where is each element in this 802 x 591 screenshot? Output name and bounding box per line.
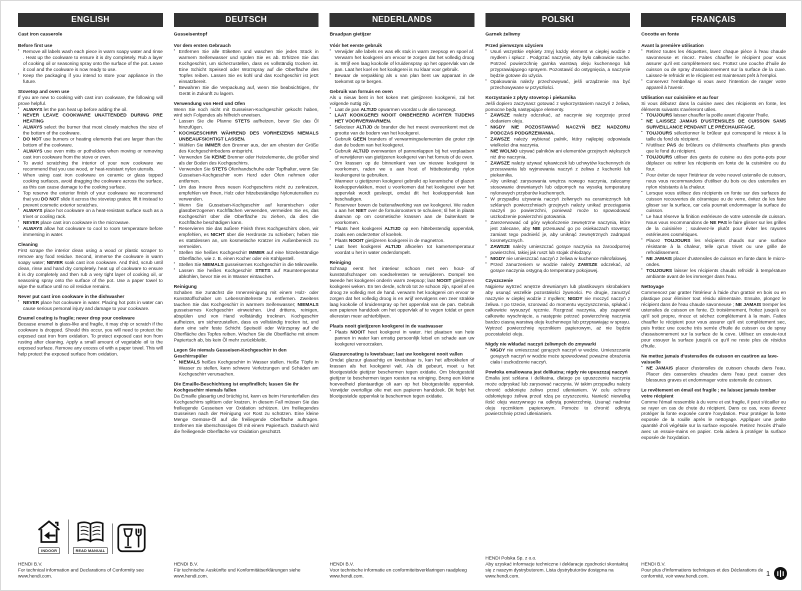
bullet-item: ▪ Entfernen Sie alle Etiketten und waschen Sie jedes Stück in warmem Seifenwasser und spülen Sie es ab. Erhitzen Sie das Kochgeschirr, um sicherzustellen, dass es vollständig trocken ist. Eine Schicht Speiseöl oder Würzspray auf die Oberfläche des Topfes reiben. Lassen Sie es kühl und das Kochgeschirr ist jetzt einsatzbereit. <box>174 49 319 85</box>
section-heading: Nigdy nie wkładać naczyń żeliwnych do zmywarki <box>485 341 597 347</box>
section-heading: Never put cast iron cookware in the dishwasher <box>18 293 125 299</box>
section-heading: Gebruik van fornuis en oven <box>329 88 393 94</box>
footer-line: Pour plus d'informations techniques et des Déclarations de conformité, voir www.hendi.com. <box>641 567 764 579</box>
footer-line: HENDI B.V. <box>173 561 199 567</box>
bullet-list <box>641 49 786 91</box>
bullet-item: ▪ Lorsque vous utilisez des récipients en fonte sur des surfaces de cuisson recouvertes de céramique ou de verre, évitez de les faire glisser sur la surface, car cela pourrait endommager la surface de cuisson. <box>641 190 786 214</box>
section-intro: Si vous débutez dans la cuisine avec des récipients en fonte, les éléments suivants s'avéreront utiles. <box>641 100 786 112</box>
food-safe-icon <box>112 524 151 554</box>
manual-content <box>18 13 786 579</box>
bullet-item: ▪ NE JAMAIS placer d'ustensiles de cuisson chauds dans l'eau. Placer des casseroles chaudes dans l'eau peut causer des blessures graves et endommager votre ustensile de cuisson. <box>641 365 786 383</box>
bullet-list <box>174 359 319 377</box>
section <box>18 242 163 290</box>
section <box>174 43 319 97</box>
indoor-icon-glyph <box>35 518 64 545</box>
language-columns <box>18 13 786 579</box>
section-body: Najpierw wytrzeć wnętrze drewnianym lub plastikowym skrobakiem aby usunąć wszelkie pozostałości żywności. Po drugie, zanurzyć naczynie w ciepłej wodzie z mydłem; NIGDY nie moczyć naczyń z żeliwa. I po trzecie, szorować do momentu wyczyszczenia, spłukać i całkowicie wysuszyć ręcznie. Rozgrzać naczynia, aby zapewnić całkowite wyschnięcie, a następnie potrzeć powierzchnię naczynia bardzo ciasną warstwą oleju kuchennego lub przyprawiając w sprayu. Wytrzeć powierzchnię ręcznikiem papierowym, aż nie będzie pozostałości oleju. <box>485 283 631 337</box>
spacer <box>330 403 475 561</box>
section-heading: Przed pierwszym użyciem <box>485 42 544 49</box>
bullet-item: ▪ ZAWSZE należy umieszczać gorące naczynia na żaroodpornej powierzchni, takiej jak ruszt lub stojak chłodzący. <box>485 244 630 256</box>
bullet-item: ▪ LAAT KOOKGEREI NOOIT ONBEHEERD ACHTER TIJDENS HET VOORVERWARMEN. <box>330 112 475 124</box>
section <box>174 381 319 435</box>
section-body: Omdat glazuur glasachtig en kwetsbaar is, kan het afbrokkelen of krassen als het kookgerei valt. Als dit gebeurt, moet u het blootgestelde gietijzer beschermen tegen oxidatie. Om blootgesteld gietijzer te beschermen tegen roesten na reiniging. Breng een kleine hoeveelheid plantaardige oli aan op het blootgestelde oppervlak. Verwijder overtollige olie met een papieren handdoek. Dit helpt het blootgestelde oppervlak te beschermen tegen oxidatie. <box>329 357 475 399</box>
section-heading: Avant la première utilisation <box>641 42 704 49</box>
column-francais <box>641 13 786 579</box>
bullet-item: ▪ W przypadku używania naczyń żeliwnych na ceramicznych lub szklanych powierzchniach grzejnych należy unikać przeciągania naczyń po powierzchni, ponieważ może to spowodować uszkodzenie powierzchni gotowania. <box>485 196 630 220</box>
bullet-list <box>641 365 786 383</box>
bullet-item: ▪ Lassen Sie die Pfanne STETS aufheizen, bevor Sie das Öl hinzufügen. <box>174 118 319 130</box>
bullet-item: ▪ Gebruik ALTIJD ovenwanten of pannenlappen bij het verplaatsen of verwijderen van gietijzeren kookgerei van het fornuis of de oven. <box>330 148 475 160</box>
section-body: Da Emaille glasartig und brüchig ist, kann es beim Herunterfallen des Kochgeschirrs splittern oder kratzen. In diesem Fall müssen Sie das freiliegende Gusseisen vor Oxidation schützen. Um freiliegendes Gusseisen nach der Reinigung vor Rost zu schützen. Eine kleine Menge Gemüse-Öl auf die freiliegende Oberfläche auftragen. Entfernen Sie überschüssiges Öl mit einem Papiertuch. Dadurch wird die freiliegende Oberfläche vor Oxidation geschützt. <box>173 392 319 435</box>
section-heading: Vóór het eerste gebruik <box>329 42 382 49</box>
section <box>485 369 630 417</box>
footer-line: HENDI B.V. <box>18 561 43 567</box>
bullet-item: ▪ Przed zanurzeniem w wodzie należy ZAWSZE odczekać, aż gorące naczynia ostygną do temperatury pokojowej. <box>485 261 630 273</box>
bullet-item: ▪ Keep the packaging if you intend to store your appliance in the future. <box>18 72 163 84</box>
section <box>641 387 786 441</box>
bullet-item: ▪ TOUJOURS sélectionner le brûleur qui correspond le mieux à la taille du fond du récipient. <box>641 130 786 142</box>
spacer <box>174 439 319 562</box>
section-body: First scrape the interior clean using a wood or plastic scraper to remove any food residue. Second, immerse the cookware in warm soapy water; NEVER soak cast iron cookware. And third, scrub until clean, rinse and hand dry completely. heat up of cookware to ensure it is dry completely and then rub a very tight layer of cooking oil, or seasoning spray onto the surface of the pot. Use a paper towel to wipe the surface until no oil residue remains. <box>18 247 163 289</box>
bullet-item: ▪ Om krassen op de binnenkant van uw nieuwe kookgerei te voorkomen, raden we u aan hout of hittebestendig nylon keukengerei te gebruiken. <box>330 160 475 178</box>
bullet-item: ▪ ZAWSZE należy wybierać palnik, który najlepiej odpowiada wielkości dna naczynia. <box>485 136 630 148</box>
footer-line: HENDI B.V. <box>641 561 666 567</box>
spacer <box>18 361 163 513</box>
bullet-item: ▪ Bewaar de verpakking als u van plan bent uw apparaat in de toekomst op te bergen. <box>330 72 475 84</box>
bullet-item: ▪ NIE WOLNO używać palników ani elementów grzejnych większych niż dno naczynia. <box>485 148 630 160</box>
section-heading: Verwendung von Herd und Ofen <box>173 100 246 106</box>
language-header: POLSKI <box>485 13 630 27</box>
product-name: Cocotte en fonte <box>641 31 680 37</box>
language-header: ENGLISH <box>18 13 163 27</box>
column-polski <box>485 13 630 579</box>
icon-label: READ MANUAL <box>73 547 108 554</box>
section <box>18 315 163 357</box>
language-header: FRANÇAIS <box>641 13 786 27</box>
bullet-item: ▪ Plaats heet kookgerei ALTIJD op een hittebestendig oppervlak, zoals een onderzetter of koelrek. <box>330 226 475 238</box>
bullet-item: ▪ Selecteer ALTIJD de brander die het meest overeenkomt met de grootte van de bodem van het kookgerei. <box>330 124 475 136</box>
column-nederlands <box>330 13 475 579</box>
hendi-logo-icon <box>774 567 787 582</box>
bullet-item: ▪ ALWAYS allow hot cookware to cool to room temperature before immersing in water. <box>18 226 163 238</box>
section-heading: Ne mettez jamais d'ustensiles de cuisson en castiron au lave-vaisselle <box>641 353 779 365</box>
section-heading: Vor dem ersten Gebrauch <box>173 42 231 49</box>
column-footer <box>18 561 163 579</box>
bullet-item: ▪ Pour éviter de rayer l'intérieur de votre nouvel ustensile de cuisson, nous vous recommandons d'utiliser du bois ou des ustensiles en nylon résistants à la chaleur. <box>641 172 786 190</box>
bullet-item: ▪ Plaats NOOIT gietijzeren kookgerei in de magnetron. <box>330 238 475 244</box>
bullet-item: ▪ Um das Innere Ihres neuen Kochgeschirrs nicht zu zerkratzen, empfehlen wir Ihnen, Holz oder hitzebeständige Nylonutensilien zu verwenden. <box>174 184 319 202</box>
bullet-item: ▪ Verwijder alle labels en was elk stuk in warm zeepsop en spoel af. Verwarm het kookgerei om ervoor te zorgen dat het volledig droog is. Wrijf een laag kookolie of kruidenspray op het oppervlak van de pan. Laat het koel en het kookgerei is nu klaar voor gebruik. <box>330 49 475 73</box>
bullet-item: ▪ Top reserve the exterior finish of your cookware we recommend that you DO NOT slide it across the stovetop grates; lift it instead to prevent cosmetic exterior scratches. <box>18 190 163 208</box>
bullet-item: ▪ NIGDY nie umieszczać gorących naczyń w wodzie. Umieszczanie gorących naczyń w wodzie może spowodować poważne obrażenia ciała i uszkodzenie naczyń. <box>485 347 630 365</box>
section-intro: Wenn Sie noch nicht mit Gusseisen-Kochgeschirr gekocht haben, wird sich Folgendes als hilfreich erweisen. <box>173 106 319 118</box>
bullet-item: ▪ Placez TOUJOURS les récipients chauds sur une surface résistante à la chaleur, telle qu'un trivet ou une grille de refroidissement. <box>641 238 786 256</box>
footer-line: HENDI B.V. <box>329 561 354 567</box>
page-corner <box>766 567 787 582</box>
section-intro: If you are new to cooking with cast iron cookware, the following will prove helpful. <box>18 94 163 106</box>
product-name: Gusseisentopf <box>173 31 208 37</box>
bullet-item: ▪ TOUJOURS laisser chauffer la poêle avant d'ajouter l'huile. <box>641 112 786 118</box>
bullet-list <box>18 106 163 237</box>
bullet-item: ▪ ALWAYS select the burner that most closely matches the size of the bottom of the cookware. <box>18 124 163 136</box>
footer-line: Voor technische informatie en conformiteitsverklaringen raadpleeg www.hendi.com. <box>329 567 467 579</box>
bullet-item: ▪ Stellen Sie NIEMALS gusseisernes Kochgeschirr in die Mikrowelle. <box>174 261 319 267</box>
bullet-list <box>641 112 786 279</box>
section-heading: Glazuurcoating is kwetsbaar; laat uw kookgerei nooit vallen <box>329 351 463 357</box>
bullet-list <box>330 49 475 85</box>
bullet-item: ▪ Le haut réserve la finition extérieure de votre ustensile de cuisson. Nous vous recommandons de NE PAS le faire glisser sur les grilles de la cuisinière ; soulevez-le plutôt pour éviter les rayures extérieures cosmétiques. <box>641 214 786 238</box>
bullet-list <box>174 118 319 279</box>
bullet-item: ▪ TOUJOURS laisser les récipients chauds refroidir à température ambiante avant de les immerger dans l'eau. <box>641 267 786 279</box>
section-heading: Before first use <box>18 42 53 49</box>
section <box>18 88 163 237</box>
bullet-item: ▪ When using cast iron cookware on ceramic or glass topped cooking surfaces, avoid dragging the cookware across the surface, as this can cause damage to the cooking surface. <box>18 172 163 190</box>
language-header: NEDERLANDS <box>330 13 475 27</box>
bullet-item: ▪ Wenn Sie Gusseisen-Kochgeschirr auf keramischen oder glasüberzogenen Kochflächen verwenden, vermeiden Sie es, das Kochgeschirr über die Oberfläche zu ziehen, da dies die Kochfläche beschädigen kann. <box>174 202 319 226</box>
column-footer <box>485 555 630 579</box>
product-name: Garnek żeliwny <box>485 31 521 37</box>
section-intro: Jeśli dopiero zaczynasz gotować z wykorzystaniem naczyń z żeliwa, pomocne będą następujące elementy. <box>485 100 631 112</box>
bullet-item: ▪ ZAWSZE należy używać rękawiczek lub uchwytów kuchennych do przesuwania lub wyjmowania naczyń z żeliwa z kuchenki lub piekarnika. <box>485 160 630 178</box>
bullet-item: ▪ ALWAYS place hot cookware on a heat-resistant surface such as a trivet or cooling rack. <box>18 208 163 220</box>
section-heading: Czyszczenie <box>485 277 514 283</box>
bullet-item: ▪ Wanneer u gietijzeren kookgerei gebruikt op keramische of glazen kookoppervlakken, moet u voorkomen dat het kookgerei over het oppervlak wordt gesleept, omdat dit het kookoppervlak kan beschadigen. <box>330 178 475 202</box>
language-header: DEUTSCH <box>174 13 319 27</box>
footer-line: For technical information and Declarations of Conformity see www.hendi.com. <box>18 567 144 579</box>
section-heading: Nettoyage <box>641 283 664 289</box>
bullet-item: ▪ Stellen Sie heißes Kochgeschirr IMMER auf eine hitzebeständige Oberfläche, wie z. B. einen Kocher oder ein Kühlgestell. <box>174 250 319 262</box>
section <box>330 43 475 85</box>
section <box>330 259 475 319</box>
bullet-item: ▪ TOUJOURS utiliser des gants de cuisine ou des porte-pots pour déplacer ou retirer les récipients en fonte de la cuisinière ou du four. <box>641 154 786 172</box>
section-body: Schraap eerst het interieur schoon met een hout- of kunststofschraper om voedselresten te verwijderen. Dompel ten tweede het kookgerei onderin warm zeepsop; laat NOOIT gietijzeren kookgerei weken. En ten derde, schrob tot ze schoon zijn, spoel af en droog ze volledig met de hand. verwarm het kookgerei om ervoor te zorgen dat het volledig droog is en wrijf vervolgens een zeer strakke laag kookolie of kruidenspray op het oppervlak van de pan. Gebruik een papieren handdoek om het oppervlak af te vegen totdat er geen olieresten meer achterblijven. <box>329 265 475 319</box>
section-body: Commencez par gratter l'intérieur à l'aide d'un grattoir en bois ou en plastique pour éliminer tout résidu alimentaire. Ensuite, plongez le récipient dans de l'eau chaude savonneuse ; NE JAMAIS tremper les ustensiles de cuisson en fonte. Et troisièmement, frottez jusqu'à ce qu'il soit propre, rincez et séchez complètement à la main. Faites chauffer le récipient pour vous assurer qu'il est complètement sec, puis frottez une couche très serrée d'huile de cuisson ou de spray d'assaisonnement sur la surface de la cuve. Utilisez un essuie-tout pour essuyer la surface jusqu'à ce qu'il ne reste plus de résidus d'huile. <box>641 289 786 349</box>
compliance-icons <box>18 518 163 554</box>
bullet-item: ▪ Remove all labels wash each piece in warm soapy water and rinse . Heat up the cookware to ensure it is dry completely. Rub a layer of cooking oil or seasoning spray onto the surface of the pot. Leave it cool and the cookware is now ready to use. <box>18 49 163 73</box>
section-body: Emalia jest szklana i delikatna, dlatego po upuszczeniu naczynia może odpryskać lub zarysować naczynia. W takim przypadku należy chronić odsłonięte żeliwo przed utlenianiem. W celu ochrony odsłoniętego żeliwa przed rdzą po czyszczeniu. Nanieść niewielką ilość oleju warzywnego na odkrytą powierzchnię. Usunąć nadmiar oleju ręcznikiem papierowym. Pomoże to chronić odkrytą powierzchnię przed utlenianiem. <box>485 374 631 417</box>
bullet-item: ▪ NE JAMAIS placer d'ustensiles de cuisson en fonte dans le micro-ondes. <box>641 255 786 267</box>
bullet-list <box>485 49 630 91</box>
bullet-item: ▪ NIGDY NIE POZOSTAWIAĆ NACZYŃ BEZ NADZORU PODCZAS PODGRZEWANIA. <box>485 124 630 136</box>
bullet-item: ▪ DO NOT use burners or heating elements that are larger than the bottom of the cookware. <box>18 136 163 148</box>
read-manual-icon <box>68 519 112 554</box>
bullet-item: ▪ To avoid scratching the interior of your new cookware we recommend that you use wood, or heat-resistant nylon utensils. <box>18 160 163 172</box>
section <box>174 283 319 343</box>
bullet-item: ▪ Gebruik GEEN branders of verwarmingselementen die groter zijn dan de bodem van het kookgerei. <box>330 136 475 148</box>
bullet-list <box>18 49 163 85</box>
bullet-item: ▪ KOCHGESCHIRR WÄHREND DES VORHEIZENS NIEMALS UNBEAUFSICHTIGT LASSEN. <box>174 130 319 142</box>
footer-line: HENDI Polska Sp. z o.o. <box>485 555 537 561</box>
bullet-item: ▪ Opakowania należy przechowywać, jeśli urządzenie ma być przechowywane w przyszłości. <box>485 78 630 90</box>
section-heading: Utilisation sur cuisinière et au four <box>641 94 719 100</box>
bullet-item: ▪ Zarezerwować od góry wykończenie zewnętrzne naczynia, które jest zalecane, aby NIE przesuwać go po osiekaczach stovetop; zamiast tego podnieść je, aby uniknąć zewnętrznych zadrapań kosmetycznych. <box>485 220 630 244</box>
column-footer <box>641 561 786 579</box>
bullet-item: ▪ Wählen Sie IMMER den Brenner aus, der am ehesten der Größe des Kochgeschirrbodens entspricht. <box>174 142 319 154</box>
footer-line: Für technische Auskünfte und Konformitätserklärungen siehe www.hendi.com. <box>173 567 301 579</box>
bullet-item: ▪ NEVER place hot cookware in water. Placing hot pots in water can cause serious personal injury and damage to your cookware. <box>18 299 163 311</box>
bullet-item: ▪ Conservez l'emballage si vous avez l'intention de ranger votre appareil à l'avenir. <box>641 78 786 90</box>
section-body: Comme l'émail ressemble à du verre et est fragile, il peut s'écailler ou se rayer en cas de chute du récipient. Dans ce cas, vous devrez protéger la fonte exposée contre l'oxydation. Pour protéger la fonte exposée de la rouille après le nettoyage. Appliquer une petite quantité d'oli végétale sur la surface exposée. Retirez l'excès d'huile avec un essuie-mains en papier. Cela aidera à protéger la surface exposée de l'oxydation. <box>641 398 786 441</box>
section <box>485 94 630 273</box>
bullet-item: ▪ NIEMALS heißes Kochgeschirr in Wasser stellen. Heiße Töpfe in Wasser zu stellen, kann schwere Verletzungen und Schäden am Kochgeschirr verursachen. <box>174 359 319 377</box>
section <box>330 351 475 399</box>
section-heading: Korzystanie z płyty stovetop i piekarnika <box>485 94 576 100</box>
section-body: Schaben Sie zunächst die Innenreinigung mit einem Holz- oder Kunststoffschaber um Lebensmittelreste zu entfernen. Zweitens tauchen Sie das Kochgeschirr in warmem Seifenwasser; NIEMALS gusseisernes Kochgeschirr einweichen. Und drittens, reinigen, abspülen und von Hand vollständig trocknen. Kochgeschirr aufheizen, um sicherzustellen, dass es vollständig trocken ist, und dann eine sehr feste Schicht Speiseöl oder Würzspray auf die Oberfläche des Topfes reiben. Wischen Sie die Oberfläche mit einem Papiertuch ab, bis kein Öl mehr zurückbleibt. <box>173 289 319 343</box>
bullet-item: ▪ NIGDY nie umieszczać naczyń z żeliwa w kuchence mikrofalowej. <box>485 255 630 261</box>
section <box>485 341 630 365</box>
bullet-item: ▪ Laat de pan ALTIJD opwarmen voordat u de olie toevoegt. <box>330 106 475 112</box>
bullet-item: ▪ Verwenden Sie STETS Ofenhandschuhe oder Topfhalter, wenn Sie Gusseisen-Kochgeschirr vom Herd oder Ofen nehmen oder entfernen. <box>174 166 319 184</box>
section-heading: Cleaning <box>18 241 38 248</box>
bullet-list <box>330 106 475 255</box>
bullet-list <box>485 112 630 273</box>
bullet-item: ▪ NEVER place cast iron cookware in the microwave. <box>18 220 163 226</box>
section <box>641 353 786 383</box>
column-deutsch <box>174 13 319 579</box>
bullet-item: ▪ Laat heet kookgerei ALTIJD afkoelen tot kamertemperatuur voordat u het in water onderdompelt. <box>330 244 475 256</box>
bullet-item: ▪ Retirez toutes les étiquettes, lavez chaque pièce à l'eau chaude savonneuse et rincez. Faites chauffer le récipient pour vous assurer qu'il est complètement sec. Frottez une couche d'huile de cuisson ou de spray d'assaisonnement sur la surface de la cuve. Laissez-le refroidir et le récipient est maintenant prêt à l'emploi. <box>641 49 786 79</box>
section-heading: Stovetop and oven use <box>18 88 70 94</box>
section-body: Because enamel is glass-like and fragile, it may chip or scratch if the cookware is dropped. Should this occur, you will need to protect the exposed cast iron from oxidation. To protect exposed cast iron from rusting after cleaning. Apply a small amount of vegetable oil to the exposed surface. Remove any excess oil with a paper towel. This will help protect the exposed surface from oxidation. <box>18 321 163 357</box>
section <box>18 43 163 85</box>
bullet-item: ▪ NEVER LEAVE COOKWARE UNATTENDED DURING PRE HEATING <box>18 112 163 124</box>
section <box>174 100 319 279</box>
section-heading: Reinigung <box>173 283 197 289</box>
section <box>641 94 786 279</box>
indoor-icon <box>30 518 68 554</box>
section <box>641 43 786 91</box>
section <box>330 323 475 347</box>
product-name: Braadpan gietijzer <box>329 31 372 37</box>
section <box>641 283 786 349</box>
bullet-item: ▪ ALWAYS let the pan heat up before adding the oil. <box>18 106 163 112</box>
section <box>485 43 630 91</box>
section-heading: Legen Sie niemals Gusseisen-Kochgeschirr in den Geschirrspüler <box>173 347 287 359</box>
bullet-item: ▪ NE LAISSEZ JAMAIS D'USTENSILES DE CUISSON SANS SURVEILLANCE PENDANT LE PRÉCHAUFFAGE. <box>641 118 786 130</box>
bullet-list <box>485 347 630 365</box>
section <box>18 293 163 311</box>
bullet-item: ▪ Verwenden Sie KEINE Brenner oder Heizelemente, die größer sind als der Boden des Kochgeschirrs. <box>174 154 319 166</box>
product-name: Cast iron casserole <box>18 31 63 37</box>
bullet-item: ▪ Bewahren Sie die Verpackung auf, wenn Sie beabsichtigen, Ihr Gerät in Zukunft zu lagern. <box>174 84 319 96</box>
bullet-item: ▪ Reserveer boven de buitenafwerking van uw kookgerei. We raden u aan het NIET over de fornuisroosters te schuiven; til het in plaats daarvan op om cosmetische krassen aan de buitenkant te voorkomen. <box>330 202 475 226</box>
bullet-item: ▪ ALWAYS use oven mitts or potholders when moving or removing cast iron cookware from the stove or oven. <box>18 148 163 160</box>
section-heading: Powłoka emaliowana jest delikatna; nigdy nie upuszczaj naczyń <box>485 368 628 375</box>
section <box>174 347 319 377</box>
bullet-list <box>330 329 475 347</box>
section-heading: Plaats nooit gietijzeren kookgerei in de vaatwasser <box>329 323 443 329</box>
bullet-item: ▪ Aby uniknąć zarysowania wnętrza nowego naczynia, zalecamy stosowanie drewnianych lub odpornych na wysoką temperaturę nylonowych przyborów kuchennych. <box>485 178 630 196</box>
spacer <box>641 445 786 562</box>
bullet-item: ▪ Reservieren Sie das äußere Finish Ihres Kochgeschirrs oben, wir empfehlen, es NICHT über die Herdroste zu schieben; heben Sie es stattdessen an, um kosmetische Kratzer im Außenbereich zu vermeiden. <box>174 226 319 250</box>
bullet-item: ▪ N'utilisez PAS de brûleurs ou d'éléments chauffants plus grands que le fond du récipient. <box>641 142 786 154</box>
page-number: 1 <box>766 571 770 578</box>
footer-line: Aby uzyskać informacje techniczne i deklaracje zgodności skontaktuj się z naszym dystrybutorem. Lista dystrybutorów dostępna na www.hendi.com. <box>485 561 629 579</box>
bullet-list <box>174 49 319 97</box>
section <box>330 88 475 255</box>
food-safe-icon-glyph <box>117 524 146 554</box>
read-manual-icon-glyph <box>75 519 106 545</box>
bullet-item: ▪ Plaats NOOIT heet kookgerei in water. Het plaatsen van hete pannen in water kan ernstig persoonlijk letsel en schade aan uw kookgerei veroorzaken. <box>330 329 475 347</box>
icon-label: INDOOR <box>39 547 60 554</box>
column-footer <box>174 561 319 579</box>
section-heading: Die Emaille-Beschichtung ist empfindlich; lassen Sie Ihr Kochgeschirr niemals fallen <box>173 380 299 393</box>
bullet-item: ▪ ZAWSZE należy odczekać, aż naczynie się rozgrzeje przed dodaniem oleju. <box>485 112 630 124</box>
section-intro: Als u nieuw bent in het koken met gietijzeren kookgerei, zal het volgende nuttig zijn. <box>329 94 475 106</box>
column-footer <box>330 561 475 579</box>
bullet-list <box>18 299 163 311</box>
bullet-item: ▪ Lassen Sie heißes Kochgeschirr STETS auf Raumtemperatur abkühlen, bevor Sie es in Wasser eintauchen. <box>174 267 319 279</box>
spacer <box>485 421 630 555</box>
section <box>485 277 630 337</box>
column-english <box>18 13 163 579</box>
section-heading: Enamel coating is fragile; never drop your cookware <box>18 315 135 321</box>
bullet-item: ▪ Usuń wszystkie etykiety zmyj każdy element w ciepłej wodzie z mydłem i spłucz . Podgrzać naczynie, aby było całkowicie suche. Potrzeć powierzchnię garnka warstwą oleju kuchennego lub przyprawiającego sprayem. Pozostawić do ostygnięcia, a naczynie będzie gotowe do użycia. <box>485 49 630 79</box>
section-heading: Le revêtement en émail est fragile ; ne laissez jamais tomber votre récipient <box>641 386 776 399</box>
section-heading: Reiniging <box>329 259 351 265</box>
